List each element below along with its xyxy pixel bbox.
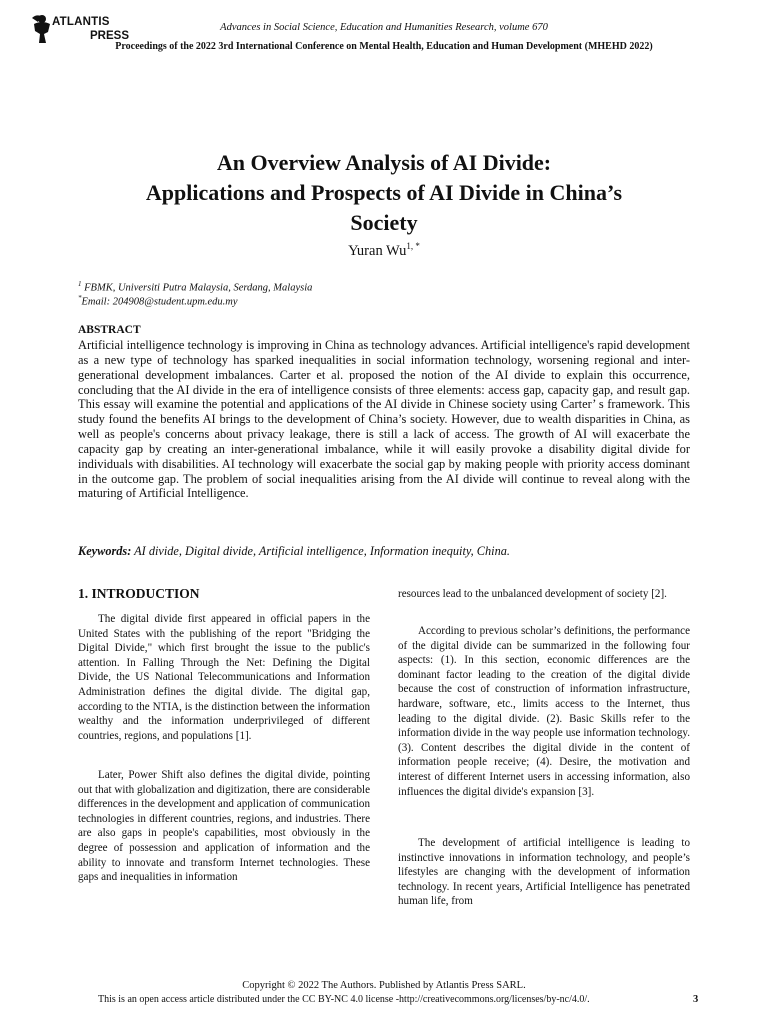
affiliation-1-text: FBMK, Universiti Putra Malaysia, Serdang, Malaysia: [81, 282, 313, 294]
title-line-3: Society: [350, 210, 418, 235]
logo-text-atlantis: ATLANTIS: [52, 16, 110, 28]
abstract-text: Artificial intelligence technology is improving in China as technology advances. Artificial intelligence's rapid development as a new type of technology has sparked inequalities in social information technology, worsening regional and inter-generational development imbalances. Carter et al. proposed the notion of the AI divide to explain this occurrence, concluding that the AI divide in the era of intelligence consists of three elements: access gap, capacity gap, and result gap. This essay will examine the potential and applications of the AI divide in Chinese society using Carter’ s framework. This study found the benefits AI brings to the development of China’s society. However, due to wealth disparities in China, as well as people's concerns about privacy leakage, there is still a lack of access. The growth of AI will exacerbate the capacity gap by creating an inter-generational imbalance, while it will easily provoke a disability digital divide for individuals with disabilities. AI technology will exacerbate the social gap by making people with priority access dominant in the outcome gap. The problem of social inequalities arising from the AI divide will continue to reveal along with the maturing of Artificial Intelligence.: [78, 338, 690, 501]
affiliation-1-sup: 1: [78, 280, 82, 288]
left-paragraph-1: The digital divide first appeared in official papers in the United States with the publishing of the report "Bridging the Digital Divide," which first brought the issue to the public's attention. In Falling Through the Net: Defining the Digital Divide, the US National Telecommunications and Information Administration defines the digital divide. The digital gap, according to the NTIA, is the distinction between the information wealthy and the information underprivileged of different countries, regions, and populations [1].: [78, 613, 370, 742]
license-line: This is an open access article distributed under the CC BY-NC 4.0 license -http://creativecommons.org/licenses/by-nc/4.0/.: [98, 994, 590, 1005]
keywords-text: AI divide, Digital divide, Artificial intelligence, Information inequity, China.: [131, 544, 510, 558]
page-number: 3: [693, 994, 699, 1005]
keywords-label: Keywords:: [78, 544, 132, 558]
paper-title: [60, 148, 708, 238]
author-line: [0, 243, 768, 260]
author-sup: 1, *: [406, 241, 420, 252]
keywords: [78, 544, 510, 559]
right-paragraph-1: resources lead to the unbalanced development of society [2].: [398, 588, 667, 600]
proceedings-title: Proceedings of the 2022 3rd International Conference on Mental Health, Education and Human Development (MHEHD 2022): [115, 41, 653, 52]
series-title: Advances in Social Science, Education and Humanities Research, volume 670: [220, 22, 548, 33]
affiliation-email: [78, 294, 238, 308]
affiliation-2-sup: *: [78, 294, 82, 302]
right-paragraph-3: The development of artificial intelligence is leading to instinctive innovations in information technology, and people’s lifestyles are changing with the development of information technology. In recent years, Artificial Intelligence has penetrated human life, from: [398, 837, 690, 908]
author-name: Yuran Wu: [348, 243, 407, 259]
affiliation-1: [78, 280, 312, 294]
logo-text-press: PRESS: [90, 30, 129, 42]
right-paragraph-2: According to previous scholar’s definitions, the performance of the digital divide can be summarized in the following four aspects: (1). In this section, economic differences are the dominant factor leading to the creation of the digital divide because the cost of construction of information infrastructure, hardware, software, etc., limits access to the Internet, thus leading to the digital divide. (2). Basic Skills refer to the information divide in the way people use information technology. (3). Content describes the digital divide in the content of information people receive; (4). Desire, the motivation and interest of different Internet users in accessing information, also influences the digital divide's expansion [3].: [398, 625, 690, 798]
copyright-line: Copyright © 2022 The Authors. Published by Atlantis Press SARL.: [242, 980, 526, 991]
title-line-2: Applications and Prospects of AI Divide in China’s: [145, 180, 623, 205]
affiliation-2-text: Email: 204908@student.upm.edu.my: [81, 296, 238, 308]
left-paragraph-2: Later, Power Shift also defines the digital divide, pointing out that with globalization and digitization, there are considerable differences in the development and application of communication technologies in different countries, regions, and industries. There are also gaps in people's capabilities, most obviously in the degree of possession and application of information and the ability to innovate and transform Internet technologies. These gaps and inequalities in information: [78, 769, 370, 884]
section-heading: 1. INTRODUCTION: [78, 586, 200, 601]
title-line-1: An Overview Analysis of AI Divide:: [216, 150, 552, 175]
abstract-heading: ABSTRACT: [78, 324, 141, 336]
